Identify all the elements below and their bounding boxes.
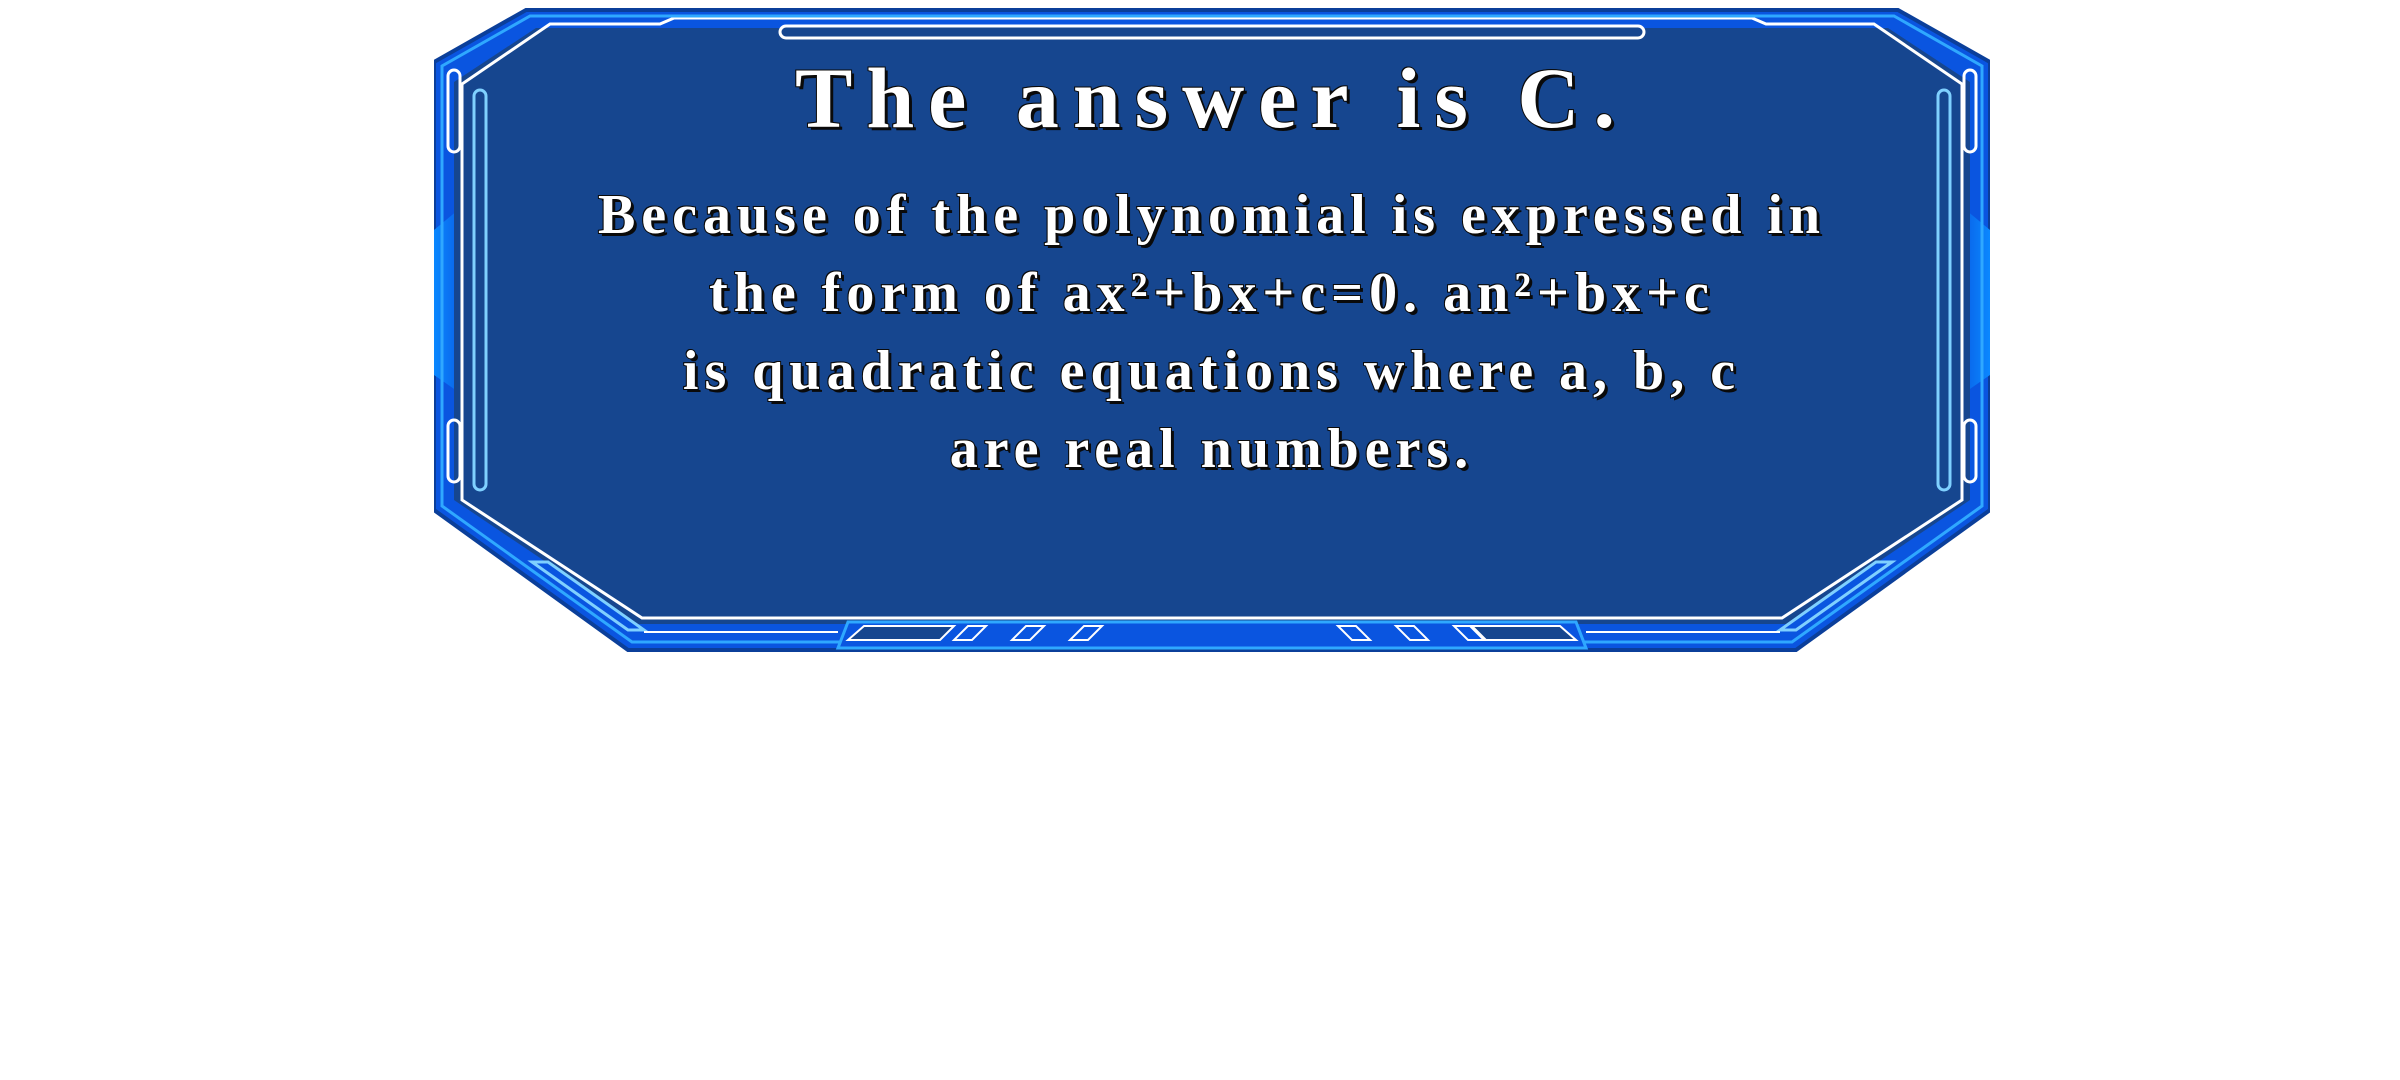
explanation-line-2: the form of ax²+bx+c=0. an²+bx+c bbox=[709, 262, 1715, 324]
answer-title: The answer is C. bbox=[794, 50, 1630, 146]
explanation-line-4: are real numbers. bbox=[949, 418, 1475, 480]
explanation-line-3: is quadratic equations where a, b, c bbox=[682, 340, 1742, 402]
answer-panel bbox=[434, 0, 1990, 656]
explanation-line-1: Because of the polynomial is expressed in bbox=[597, 184, 1827, 246]
answer-explanation bbox=[504, 176, 1920, 488]
